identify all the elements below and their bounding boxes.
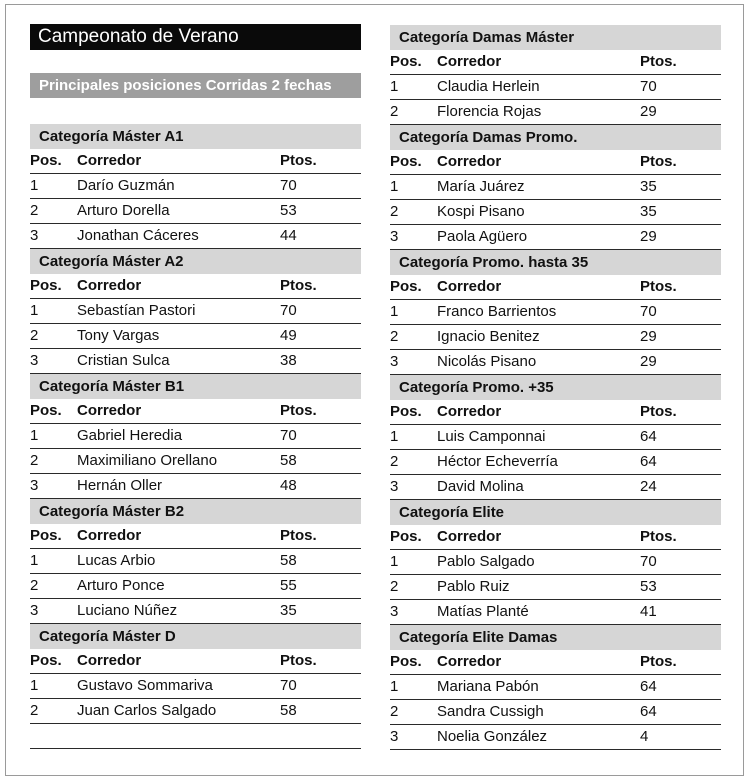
points-cell: 35 xyxy=(280,602,297,619)
pos-header: Pos. xyxy=(30,152,62,169)
category-header: Categoría Promo. +35 xyxy=(390,375,721,400)
rider-name-cell: Florencia Rojas xyxy=(437,103,542,120)
pts-header: Ptos. xyxy=(640,653,677,670)
table-row xyxy=(30,349,361,374)
pos-header: Pos. xyxy=(390,278,422,295)
rider-name-cell: María Juárez xyxy=(437,178,525,195)
points-cell: 53 xyxy=(280,202,297,219)
points-cell: 29 xyxy=(640,328,657,345)
category-section xyxy=(30,124,361,249)
points-cell: 70 xyxy=(280,427,297,444)
name-header: Corredor xyxy=(437,53,502,70)
position-cell: 1 xyxy=(390,303,399,320)
points-cell: 58 xyxy=(280,552,297,569)
table-header-row xyxy=(30,524,361,549)
table-row xyxy=(30,474,361,499)
table-row xyxy=(390,325,721,350)
points-cell: 64 xyxy=(640,678,657,695)
category-section xyxy=(30,374,361,499)
pts-header: Ptos. xyxy=(640,278,677,295)
position-cell: 1 xyxy=(390,78,399,95)
rider-name-cell: Luis Camponnai xyxy=(437,428,546,445)
rider-name-cell: Nicolás Pisano xyxy=(437,353,537,370)
rider-name-cell: Hernán Oller xyxy=(77,477,163,494)
rider-name-cell: Matías Planté xyxy=(437,603,529,620)
table-row xyxy=(390,350,721,375)
position-cell: 1 xyxy=(390,678,399,695)
table-header-row xyxy=(390,400,721,425)
category-section xyxy=(390,250,721,375)
pos-header: Pos. xyxy=(30,277,62,294)
table-row xyxy=(390,175,721,200)
right-category-list xyxy=(390,25,721,750)
table-row xyxy=(390,425,721,450)
points-cell: 29 xyxy=(640,353,657,370)
position-cell: 2 xyxy=(390,578,399,595)
position-cell: 2 xyxy=(30,327,39,344)
rider-name-cell: Arturo Ponce xyxy=(77,577,165,594)
table-row xyxy=(30,699,361,724)
points-cell: 70 xyxy=(280,177,297,194)
pos-header: Pos. xyxy=(390,528,422,545)
points-cell: 70 xyxy=(280,302,297,319)
points-cell: 48 xyxy=(280,477,297,494)
category-section xyxy=(390,375,721,500)
name-header: Corredor xyxy=(77,527,142,544)
points-cell: 53 xyxy=(640,578,657,595)
table-row xyxy=(390,575,721,600)
category-header: Categoría Promo. hasta 35 xyxy=(390,250,721,275)
rider-name-cell: Cristian Sulca xyxy=(77,352,170,369)
position-cell: 3 xyxy=(30,352,39,369)
category-header: Categoría Máster A2 xyxy=(30,249,361,274)
position-cell: 2 xyxy=(30,702,39,719)
table-row xyxy=(390,225,721,250)
rider-name-cell: David Molina xyxy=(437,478,524,495)
table-row xyxy=(390,200,721,225)
table-header-row xyxy=(390,150,721,175)
table-row xyxy=(390,475,721,500)
rider-name-cell: Kospi Pisano xyxy=(437,203,525,220)
table-row xyxy=(390,550,721,575)
table-header-row xyxy=(390,650,721,675)
name-header: Corredor xyxy=(77,402,142,419)
category-section xyxy=(30,249,361,374)
name-header: Corredor xyxy=(77,277,142,294)
name-header: Corredor xyxy=(77,652,142,669)
position-cell: 2 xyxy=(390,453,399,470)
rider-name-cell: Darío Guzmán xyxy=(77,177,175,194)
position-cell: 3 xyxy=(390,228,399,245)
rider-name-cell: Noelia González xyxy=(437,728,548,745)
pos-header: Pos. xyxy=(30,402,62,419)
pts-header: Ptos. xyxy=(640,403,677,420)
table-header-row xyxy=(30,149,361,174)
pos-header: Pos. xyxy=(390,403,422,420)
table-row xyxy=(390,100,721,125)
category-header: Categoría Máster B2 xyxy=(30,499,361,524)
table-row xyxy=(390,725,721,750)
position-cell: 1 xyxy=(390,428,399,445)
points-cell: 29 xyxy=(640,228,657,245)
table-row xyxy=(390,450,721,475)
points-cell: 35 xyxy=(640,203,657,220)
table-header-row xyxy=(30,649,361,674)
table-row xyxy=(30,224,361,249)
points-cell: 4 xyxy=(640,728,649,745)
name-header: Corredor xyxy=(437,528,502,545)
category-header: Categoría Máster D xyxy=(30,624,361,649)
category-section xyxy=(390,500,721,625)
position-cell: 1 xyxy=(390,178,399,195)
points-cell: 70 xyxy=(640,78,657,95)
points-cell: 35 xyxy=(640,178,657,195)
position-cell: 3 xyxy=(390,603,399,620)
category-section xyxy=(30,624,361,724)
position-cell: 2 xyxy=(390,328,399,345)
table-row xyxy=(30,549,361,574)
table-header-row xyxy=(30,274,361,299)
points-cell: 64 xyxy=(640,453,657,470)
pts-header: Ptos. xyxy=(640,153,677,170)
rider-name-cell: Gustavo Sommariva xyxy=(77,677,213,694)
points-cell: 41 xyxy=(640,603,657,620)
category-header: Categoría Elite xyxy=(390,500,721,525)
position-cell: 1 xyxy=(30,177,39,194)
points-cell: 49 xyxy=(280,327,297,344)
rider-name-cell: Mariana Pabón xyxy=(437,678,539,695)
rider-name-cell: Jonathan Cáceres xyxy=(77,227,199,244)
pos-header: Pos. xyxy=(30,527,62,544)
position-cell: 3 xyxy=(30,477,39,494)
position-cell: 2 xyxy=(30,202,39,219)
table-header-row xyxy=(390,525,721,550)
table-row xyxy=(30,449,361,474)
rider-name-cell: Lucas Arbio xyxy=(77,552,156,569)
pos-header: Pos. xyxy=(30,652,62,669)
table-row xyxy=(390,75,721,100)
category-section xyxy=(30,499,361,624)
position-cell: 2 xyxy=(390,203,399,220)
pts-header: Ptos. xyxy=(280,277,317,294)
position-cell: 1 xyxy=(30,677,39,694)
table-row xyxy=(30,324,361,349)
points-cell: 64 xyxy=(640,703,657,720)
table-row xyxy=(30,199,361,224)
table-row xyxy=(390,600,721,625)
rider-name-cell: Gabriel Heredia xyxy=(77,427,183,444)
position-cell: 2 xyxy=(30,452,39,469)
table-row xyxy=(30,574,361,599)
table-header-row xyxy=(30,399,361,424)
name-header: Corredor xyxy=(437,278,502,295)
pts-header: Ptos. xyxy=(280,652,317,669)
name-header: Corredor xyxy=(437,153,502,170)
rider-name-cell: Claudia Herlein xyxy=(437,78,540,95)
position-cell: 1 xyxy=(30,302,39,319)
name-header: Corredor xyxy=(77,152,142,169)
spacer xyxy=(30,98,361,124)
category-section xyxy=(390,125,721,250)
pts-header: Ptos. xyxy=(640,528,677,545)
page-subtitle: Principales posiciones Corridas 2 fechas xyxy=(30,73,361,98)
blank-row xyxy=(30,724,361,749)
table-header-row xyxy=(390,275,721,300)
points-cell: 29 xyxy=(640,103,657,120)
position-cell: 1 xyxy=(390,553,399,570)
position-cell: 3 xyxy=(30,227,39,244)
points-cell: 58 xyxy=(280,702,297,719)
table-row xyxy=(30,424,361,449)
rider-name-cell: Arturo Dorella xyxy=(77,202,170,219)
position-cell: 3 xyxy=(390,478,399,495)
rider-name-cell: Sebastían Pastori xyxy=(77,302,196,319)
rider-name-cell: Luciano Núñez xyxy=(77,602,178,619)
position-cell: 3 xyxy=(390,728,399,745)
points-cell: 38 xyxy=(280,352,297,369)
position-cell: 2 xyxy=(30,577,39,594)
position-cell: 3 xyxy=(30,602,39,619)
points-cell: 70 xyxy=(640,303,657,320)
category-section xyxy=(390,625,721,750)
pos-header: Pos. xyxy=(390,53,422,70)
position-cell: 3 xyxy=(390,353,399,370)
rider-name-cell: Juan Carlos Salgado xyxy=(77,702,217,719)
rider-name-cell: Tony Vargas xyxy=(77,327,160,344)
table-row xyxy=(30,299,361,324)
category-header: Categoría Máster B1 xyxy=(30,374,361,399)
left-category-list xyxy=(30,124,361,724)
rider-name-cell: Pablo Ruiz xyxy=(437,578,510,595)
pts-header: Ptos. xyxy=(640,53,677,70)
left-column xyxy=(30,24,361,749)
points-cell: 24 xyxy=(640,478,657,495)
position-cell: 2 xyxy=(390,703,399,720)
pts-header: Ptos. xyxy=(280,152,317,169)
rider-name-cell: Héctor Echeverría xyxy=(437,453,558,470)
table-row xyxy=(390,700,721,725)
points-cell: 58 xyxy=(280,452,297,469)
pos-header: Pos. xyxy=(390,153,422,170)
rider-name-cell: Franco Barrientos xyxy=(437,303,557,320)
right-column xyxy=(390,25,721,750)
pts-header: Ptos. xyxy=(280,527,317,544)
points-cell: 44 xyxy=(280,227,297,244)
points-cell: 70 xyxy=(640,553,657,570)
name-header: Corredor xyxy=(437,403,502,420)
category-header: Categoría Elite Damas xyxy=(390,625,721,650)
points-cell: 64 xyxy=(640,428,657,445)
rider-name-cell: Sandra Cussigh xyxy=(437,703,544,720)
table-row xyxy=(390,675,721,700)
rider-name-cell: Paola Agüero xyxy=(437,228,528,245)
table-row xyxy=(30,674,361,699)
table-row xyxy=(30,599,361,624)
category-section xyxy=(390,25,721,125)
pts-header: Ptos. xyxy=(280,402,317,419)
page-title: Campeonato de Verano xyxy=(30,24,361,50)
position-cell: 1 xyxy=(30,552,39,569)
table-row xyxy=(30,174,361,199)
rider-name-cell: Ignacio Benitez xyxy=(437,328,540,345)
category-header: Categoría Damas Máster xyxy=(390,25,721,50)
category-header: Categoría Damas Promo. xyxy=(390,125,721,150)
position-cell: 1 xyxy=(30,427,39,444)
pos-header: Pos. xyxy=(390,653,422,670)
category-header: Categoría Máster A1 xyxy=(30,124,361,149)
table-header-row xyxy=(390,50,721,75)
name-header: Corredor xyxy=(437,653,502,670)
points-cell: 70 xyxy=(280,677,297,694)
points-cell: 55 xyxy=(280,577,297,594)
position-cell: 2 xyxy=(390,103,399,120)
rider-name-cell: Maximiliano Orellano xyxy=(77,452,218,469)
rider-name-cell: Pablo Salgado xyxy=(437,553,535,570)
table-row xyxy=(390,300,721,325)
